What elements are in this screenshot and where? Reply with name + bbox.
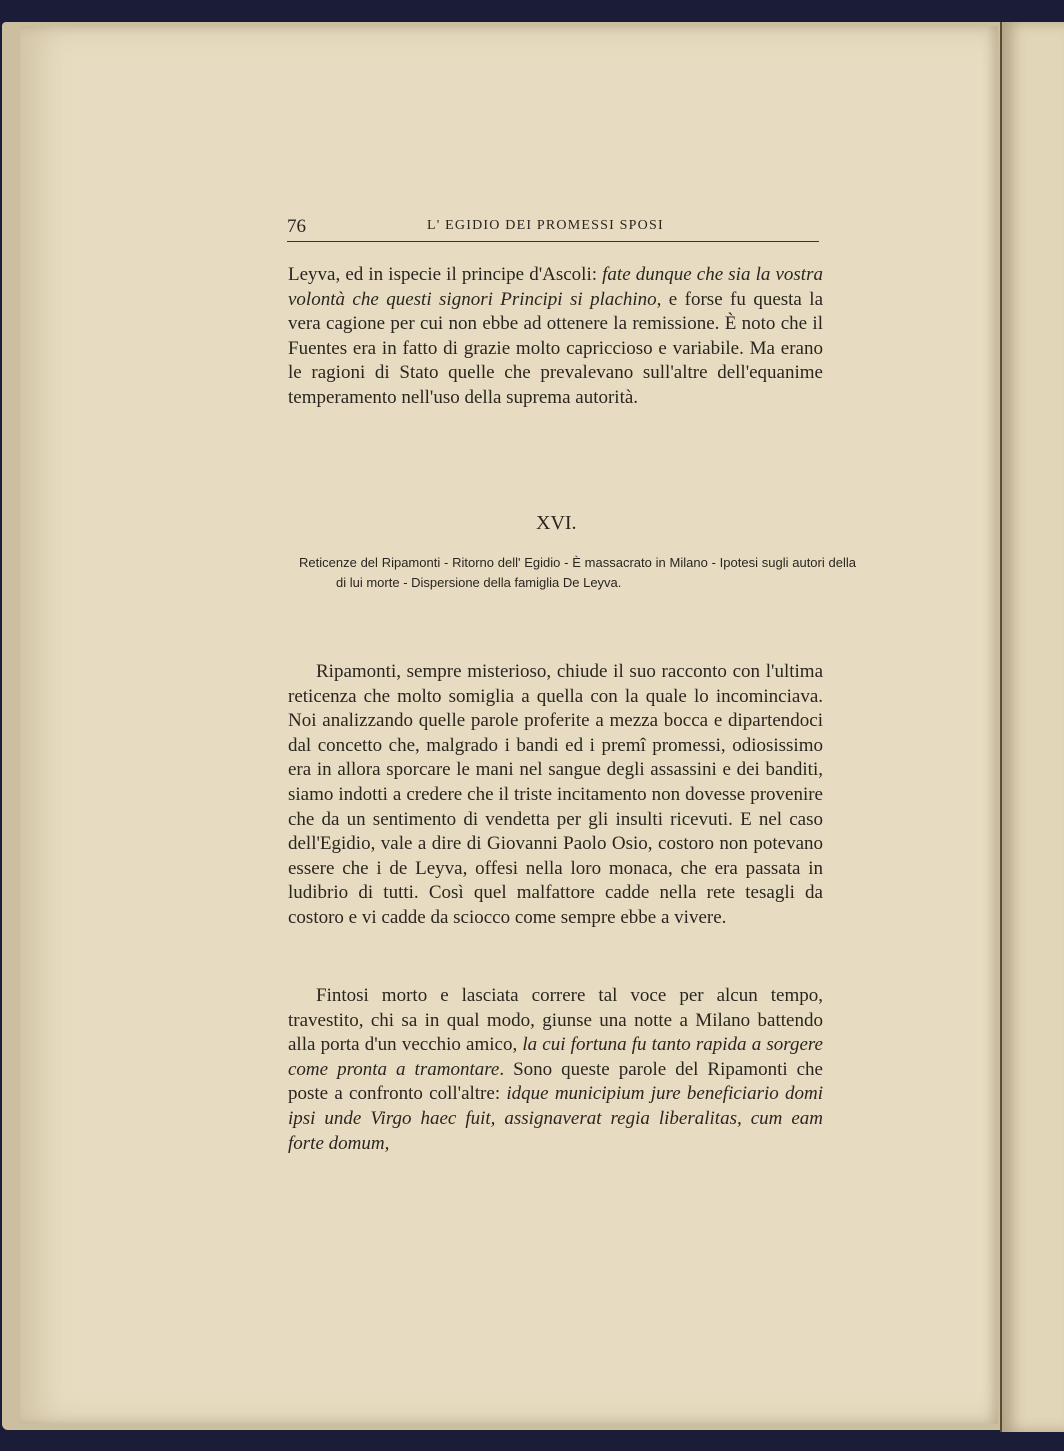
paragraph-3: [288, 984, 823, 1156]
paragraph-1: [288, 263, 823, 411]
paragraph-1-text-end: , e forse fu questa la vera cagione per cui non ebbe ad ottenere la remissione. È noto che il Fuentes era in fatto di grazie molto capriccioso e variabile. Ma erano le ragioni di Stato quelle che prevalevano sull'altre dell'equanime temperamento nell'uso della suprema autorità.: [288, 288, 823, 408]
paragraph-3-italic-quote: la cui fortuna fu tanto rapida a sorgere come pronta a tramontare: [288, 1034, 823, 1080]
page-header: [287, 214, 819, 240]
running-title: L' EGIDIO DEI PROMESSI SPOSI: [427, 218, 664, 233]
chapter-summary: Reticenze del Ripamonti - Ritorno dell' Egidio - È massacrato in Milano - Ipotesi sugli autori della di lui morte - Dispersione della famiglia De Leyva.: [299, 555, 856, 590]
paragraph-2: Ripamonti, sempre misterioso, chiude il suo racconto con l'ultima reticenza che molto somiglia a quella con la quale lo incominciava. Noi analizzando quelle parole proferite a mezza bocca e dipartendoci dal concetto che, malgrado i bandi ed i premî promessi, odiosissimo era in allora sporcare le mani nel sangue degli assassini e dei banditi, siamo indotti a credere che il triste incitamento non dovesse provenire che da un sentimento di vendetta per gli insulti ricevuti. E nel caso dell'Egidio, vale a dire di Giovanni Paolo Osio, costoro non potevano essere che i de Leyva, offesi nella loro monaca, che era passata in ludibrio di tutti. Così quel malfattore cadde nella rete tesagli da costoro e vi cadde da sciocco come sempre ebbe a vivere.: [288, 661, 823, 928]
paragraph-3-latin-quote: idque municipium jure beneficiario domi ipsi unde Virgo haec fuit, assignaverat regia liberalitas, cum eam forte domum,: [288, 1083, 823, 1154]
paragraph-3-text: Fintosi morto e lasciata correre tal voce per alcun tempo, travestito, chi sa in qual modo, giunse una notte a Milano battendo alla porta d'un vecchio amico,: [288, 985, 823, 1056]
header-rule: [287, 241, 819, 242]
facing-page-edge: [1000, 22, 1064, 1432]
page-number: 76: [287, 216, 306, 237]
paragraph-1-italic-quote: fate dunque che sia la vostra volontà che questi signori Principi si plachino: [288, 264, 823, 310]
chapter-title: XVI.: [536, 512, 577, 534]
paragraph-1-text: Leyva, ed in ispecie il principe d'Ascoli:: [288, 264, 603, 285]
paragraph-3-text-mid: . Sono queste parole del Ripamonti che poste a confronto coll'altre:: [288, 1058, 823, 1105]
